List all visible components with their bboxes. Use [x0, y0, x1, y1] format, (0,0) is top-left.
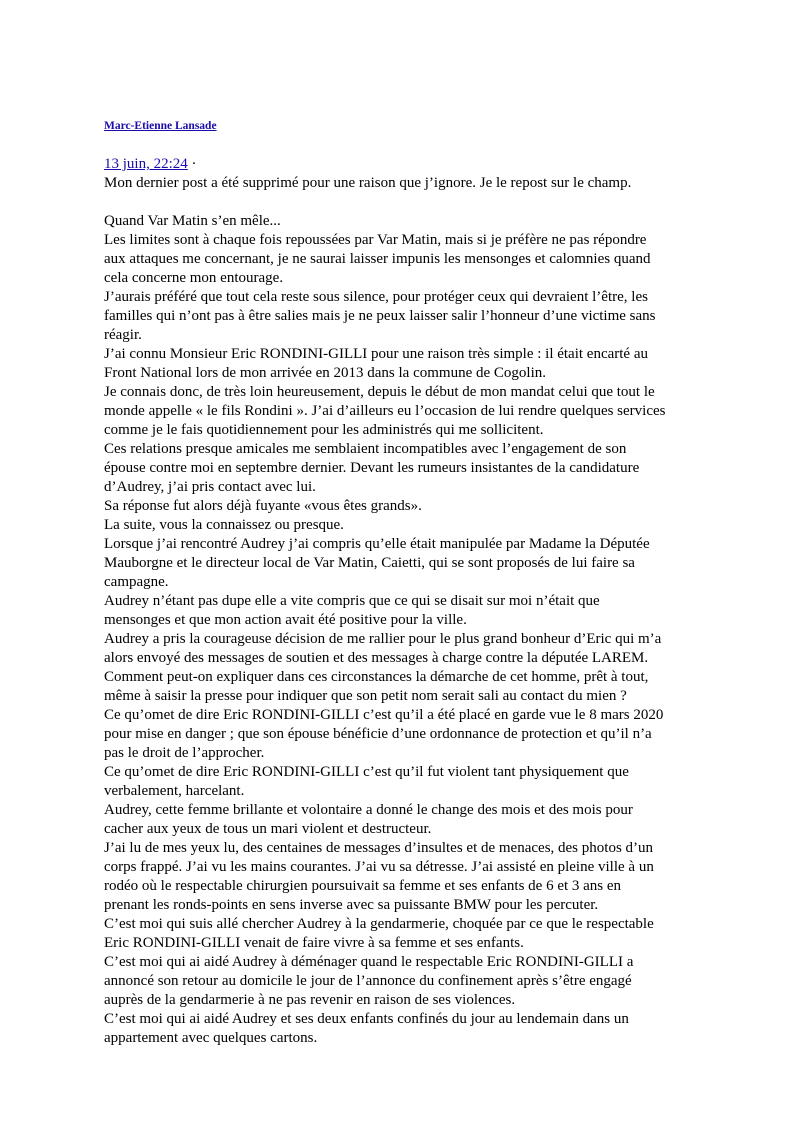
- separator: ·: [187, 156, 197, 172]
- body-line: C’est moi qui suis allé chercher Audrey à la gendarmerie, choquée par ce que le respectable: [104, 916, 654, 932]
- body-line: verbalement, harcelant.: [104, 783, 245, 799]
- body-line: appartement avec quelques cartons.: [104, 1030, 318, 1046]
- body-line: comme je le fais quotidiennement pour les administrés qui me sollicitent.: [104, 422, 544, 438]
- body-line: Je connais donc, de très loin heureusement, depuis le début de mon mandat celui que tout le: [104, 384, 655, 400]
- intro-text: Mon dernier post a été supprimé pour une raison que j’ignore. Je le repost sur le champ.: [104, 175, 632, 191]
- body-line: cacher aux yeux de tous un mari violent et destructeur.: [104, 821, 432, 837]
- body-line: J’ai connu Monsieur Eric RONDINI-GILLI pour une raison très simple : il était encarté au: [104, 346, 648, 362]
- body-line: Les limites sont à chaque fois repoussées par Var Matin, mais si je préfère ne pas répondre: [104, 232, 647, 248]
- body-line: Audrey, cette femme brillante et volontaire a donné le change des mois et des mois pour: [104, 802, 633, 818]
- body-line: La suite, vous la connaissez ou presque.: [104, 517, 344, 533]
- body-line: rodéo où le respectable chirurgien poursuivait sa femme et ses enfants de 6 et 3 ans en: [104, 878, 622, 894]
- body-line: J’ai lu de mes yeux lu, des centaines de messages d’insultes et de menaces, des photos d’un: [104, 840, 654, 856]
- body-line: épouse contre moi en septembre dernier. Devant les rumeurs insistantes de la candidature: [104, 460, 640, 476]
- body-line: annoncé son retour au domicile le jour de l’annonce du confinement après s’être engagé: [104, 973, 632, 989]
- body-line: aux attaques me concernant, je ne saurai laisser impunis les mensonges et calomnies quand: [104, 251, 651, 267]
- body-line: J’aurais préféré que tout cela reste sous silence, pour protéger ceux qui devraient l’être, les: [104, 289, 648, 305]
- body-line: d’Audrey, j’ai pris contact avec lui.: [104, 479, 316, 495]
- body-line: C’est moi qui ai aidé Audrey et ses deux enfants confinés du jour au lendemain dans un: [104, 1011, 629, 1027]
- body-line: Mauborgne et le directeur local de Var Matin, Caietti, qui se sont proposés de lui faire sa: [104, 555, 635, 571]
- body-line: prenant les ronds-points en sens inverse avec sa puissante BMW pour les percuter.: [104, 897, 599, 913]
- author-link[interactable]: Marc-Etienne Lansade: [104, 120, 217, 132]
- body-line: alors envoyé des messages de soutien et des messages à charge contre la députée LAREM.: [104, 650, 649, 666]
- body-line: même à saisir la presse pour indiquer que son petit nom serait sali au contact du mien ?: [104, 688, 627, 704]
- paragraph-gap: [104, 193, 704, 212]
- body-line: campagne.: [104, 574, 169, 590]
- body-line: cela concerne mon entourage.: [104, 270, 284, 286]
- post-body: [104, 212, 704, 1048]
- body-line: C’est moi qui ai aidé Audrey à déménager quand le respectable Eric RONDINI-GILLI a: [104, 954, 634, 970]
- date-link[interactable]: 13 juin, 22:24: [104, 156, 188, 172]
- body-line: Eric RONDINI-GILLI venait de faire vivre à sa femme et ses enfants.: [104, 935, 524, 951]
- body-line: pour mise en danger ; que son épouse bénéficie d’une ordonnance de protection et qu’il n’a: [104, 726, 652, 742]
- body-line: pas le droit de l’approcher.: [104, 745, 265, 761]
- body-line: réagir.: [104, 327, 142, 343]
- body-line: Lorsque j’ai rencontré Audrey j’ai compris qu’elle était manipulée par Madame la Députée: [104, 536, 650, 552]
- body-line: Quand Var Matin s’en mêle...: [104, 213, 281, 229]
- body-line: mensonges et que mon action avait été positive pour la ville.: [104, 612, 467, 628]
- body-line: Audrey n’étant pas dupe elle a vite compris que ce qui se disait sur moi n’était que: [104, 593, 600, 609]
- post-meta: [104, 155, 704, 174]
- body-line: familles qui n’ont pas à être salies mais je ne peux laisser salir l’honneur d’une victime sans: [104, 308, 656, 324]
- body-line: auprès de la gendarmerie à ne pas revenir en raison de ses violences.: [104, 992, 516, 1008]
- body-line: Sa réponse fut alors déjà fuyante «vous êtes grands».: [104, 498, 422, 514]
- body-line: Audrey a pris la courageuse décision de me rallier pour le plus grand bonheur d’Eric qui m’a: [104, 631, 662, 647]
- body-line: corps frappé. J’ai vu les mains courantes. J’ai vu sa détresse. J’ai assisté en pleine ville à un: [104, 859, 654, 875]
- post: [104, 116, 704, 1048]
- body-line: Ce qu’omet de dire Eric RONDINI-GILLI c’est qu’il a été placé en garde vue le 8 mars 2020: [104, 707, 664, 723]
- body-line: monde appelle « le fils Rondini ». J’ai d’ailleurs eu l’occasion de lui rendre quelques services: [104, 403, 666, 419]
- body-line: Front National lors de mon arrivée en 2013 dans la commune de Cogolin.: [104, 365, 546, 381]
- body-line: Comment peut-on expliquer dans ces circonstances la démarche de cet homme, prêt à tout,: [104, 669, 649, 685]
- body-line: Ce qu’omet de dire Eric RONDINI-GILLI c’est qu’il fut violent tant physiquement que: [104, 764, 629, 780]
- body-line: Ces relations presque amicales me semblaient incompatibles avec l’engagement de son: [104, 441, 627, 457]
